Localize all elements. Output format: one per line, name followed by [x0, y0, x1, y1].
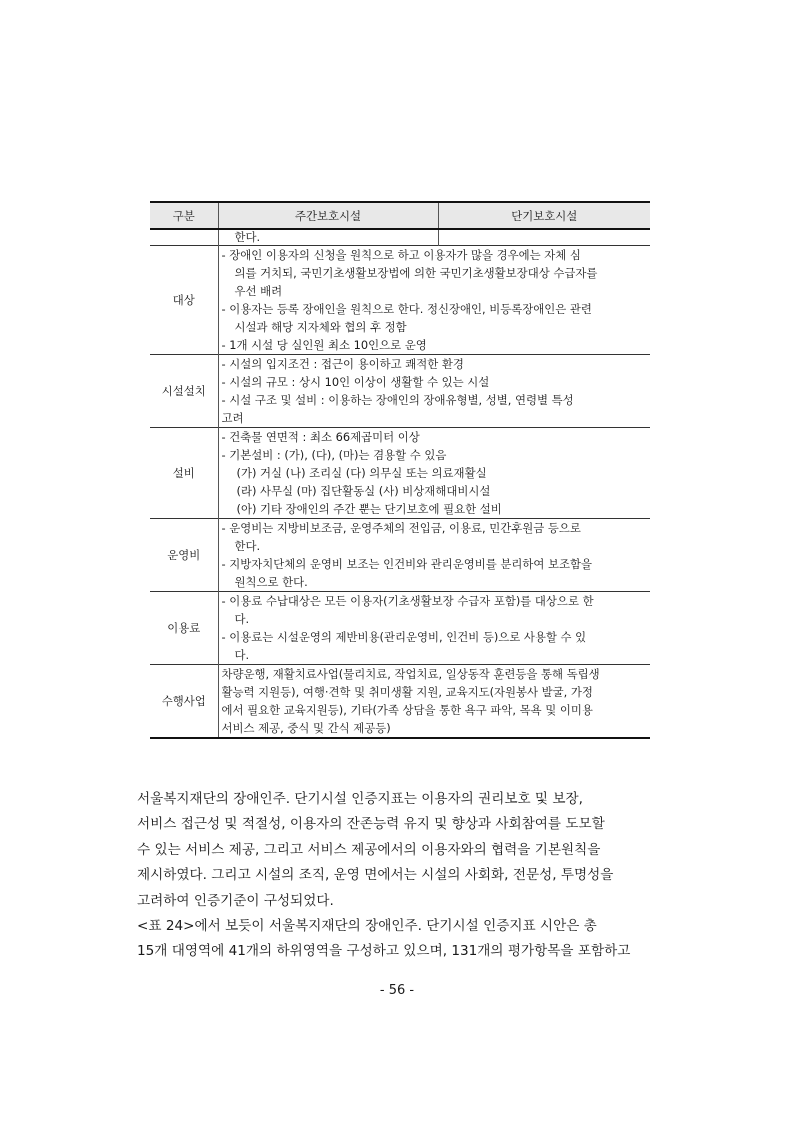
paragraph-line: 15개 대영역에 41개의 하위영역을 구성하고 있으며, 131개의 평가항목을 포함하고: [137, 943, 631, 960]
content-line: 활능력 지원등), 여행·견학 및 취미생활 지원, 교육지도(자원봉사 발굴, 가정: [221, 685, 593, 699]
facility-comparison-table: [150, 201, 650, 739]
content-line: - 장애인 이용자의 신청을 원칙으로 하고 이용자가 많을 경우에는 자체 심: [221, 248, 581, 262]
row-content: [218, 246, 650, 355]
paragraph-line: 수 있는 서비스 제공, 그리고 서비스 제공에서의 이용자와의 협력을 기본원칙을: [137, 841, 601, 858]
content-line: - 이용료는 시설운영의 제반비용(관리운영비, 인건비 등)으로 사용할 수 있: [221, 630, 587, 644]
content-line: - 1개 시설 당 실인원 최소 10인으로 운영: [221, 338, 427, 352]
row-category: 수행사업: [150, 665, 218, 739]
content-line: 의를 거치되, 국민기초생활보장법에 의한 국민기초생활보장대상 수급자를: [234, 266, 598, 280]
row-category: 대상: [150, 246, 218, 355]
page-number: - 56 -: [379, 983, 415, 998]
continuation-text: 한다.: [218, 229, 438, 246]
content-line: - 시설 구조 및 설비 : 이용하는 장애인의 장애유형별, 성별, 연령별 특성: [221, 393, 574, 407]
content-line: 다.: [234, 612, 250, 626]
paragraph-line: 고려하여 인증기준이 구성되었다.: [137, 892, 334, 909]
content-line: - 기본설비 : (가), (다), (마)는 겸용할 수 있음: [221, 448, 447, 462]
table-header-row: [150, 202, 650, 229]
content-line: 고려: [221, 411, 244, 425]
row-content: [218, 355, 650, 428]
content-line: 차량운행, 재활치료사업(물리치료, 작업치료, 일상동작 훈련등을 통해 독립생: [221, 667, 600, 681]
content-line: 한다.: [234, 539, 261, 553]
table-row: [150, 428, 650, 519]
table-row: [150, 592, 650, 665]
table-row: [150, 355, 650, 428]
paragraph-line: 서비스 접근성 및 적절성, 이용자의 잔존능력 유지 및 향상과 사회참여를 도모할: [137, 816, 605, 833]
header-short-term-care: 단기보호시설: [438, 202, 650, 229]
header-day-care: 주간보호시설: [218, 202, 438, 229]
content-line: - 건축물 연면적 : 최소 66제곱미터 이상: [221, 430, 420, 444]
content-line: 서비스 제공, 중식 및 간식 제공등): [221, 721, 391, 735]
row-content: [218, 519, 650, 592]
body-paragraphs: [137, 787, 659, 965]
row-category: 설비: [150, 428, 218, 519]
content-line: (가) 거실 (나) 조리실 (다) 의무실 또는 의료재활실: [236, 466, 487, 480]
content-line: - 이용료 수납대상은 모든 이용자(기초생활보장 수급자 포함)를 대상으로 한: [221, 594, 594, 608]
row-content: [218, 665, 650, 739]
row-category: 운영비: [150, 519, 218, 592]
paragraph-line: 서울복지재단의 장애인주. 단기시설 인증지표는 이용자의 권리보호 및 보장,: [137, 791, 583, 807]
row-content: [218, 428, 650, 519]
content-line: 에서 필요한 교육지원등), 기타(가족 상담을 통한 욕구 파악, 목욕 및 이미용: [221, 703, 593, 717]
row-category: 시설설치: [150, 355, 218, 428]
content-line: 시설과 해당 지자체와 협의 후 정함: [234, 320, 407, 334]
content-line: - 이용자는 등록 장애인을 원칙으로 한다. 정신장애인, 비등록장애인은 관련: [221, 302, 592, 316]
table-row: [150, 519, 650, 592]
table-row: [150, 665, 650, 739]
table-row: [150, 246, 650, 355]
content-line: 다.: [234, 648, 250, 662]
content-line: - 지방자치단체의 운영비 보조는 인건비와 관리운영비를 분리하여 보조함을: [221, 557, 593, 571]
content-line: - 시설의 규모 : 상시 10인 이상이 생활할 수 있는 시설: [221, 375, 490, 389]
content-line: 우선 배려: [234, 284, 283, 298]
header-category: 구분: [150, 202, 218, 229]
row-content: [218, 592, 650, 665]
table-row-continuation: [150, 229, 650, 246]
content-line: (라) 사무실 (마) 집단활동실 (사) 비상재해대비시설: [236, 484, 491, 498]
content-line: - 시설의 입지조건 : 접근이 용이하고 쾌적한 환경: [221, 357, 464, 371]
paragraph-line: <표 24>에서 보듯이 서울복지재단의 장애인주. 단기시설 인증지표 시안은 총: [137, 918, 597, 935]
row-category: 이용료: [150, 592, 218, 665]
paragraph-line: 제시하였다. 그리고 시설의 조직, 운영 면에서는 시설의 사회화, 전문성, 투명성을: [137, 867, 614, 884]
content-line: - 운영비는 지방비보조금, 운영주체의 전입금, 이용료, 민간후원금 등으로: [221, 521, 581, 535]
content-line: (아) 기타 장애인의 주간 뿐는 단기보호에 필요한 설비: [236, 502, 502, 516]
content-line: 원칙으로 한다.: [234, 575, 308, 589]
